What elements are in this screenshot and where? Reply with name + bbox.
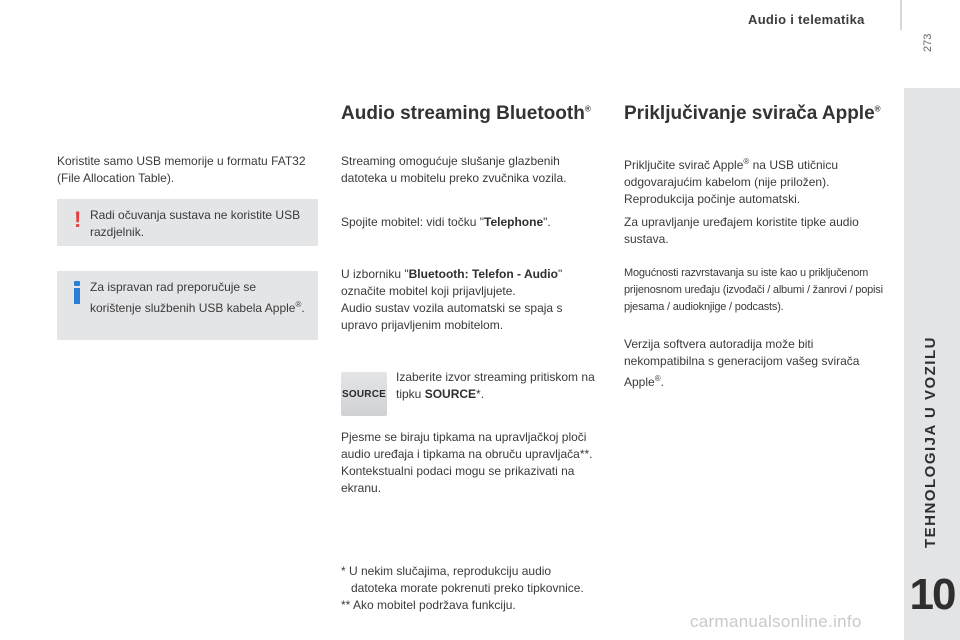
apple-connect-text: Priključite svirač Apple® na USB utičnicu odgovarajućim kabelom (nije priložen). Reprodukcija počinje automatski. [624, 157, 839, 206]
warning-icon: ! [74, 207, 82, 232]
source-button-image: SOURCE [341, 372, 387, 416]
footnotes: * U nekim slučajima, reprodukciju audio datoteka morate pokrenuti preko tipkovnice. ** Ako mobitel podržava funkciju. [341, 564, 584, 612]
warning-text: Radi očuvanja sustava ne koristite USB razdjelnik. [90, 208, 301, 239]
info-box [57, 271, 318, 340]
info-icon [73, 281, 81, 305]
connect-phone-text: Spojite mobitel: vidi točku "Telephone". [341, 215, 551, 229]
streaming-intro: Streaming omogućuje slušanje glazbenih datoteka u mobitelu preko zvučnika vozila. [341, 154, 567, 185]
watermark: carmanualsonline.info [690, 612, 862, 631]
header-divider [900, 0, 902, 30]
bluetooth-heading: Audio streaming Bluetooth® [341, 103, 591, 124]
warning-box [57, 199, 318, 246]
apple-control-text: Za upravljanje uređajem koristite tipke audio sustava. [624, 215, 859, 246]
menu-instructions: U izborniku "Bluetooth: Telefon - Audio" označite mobitel koji prijavljujete. Audio sustav vozila automatski se spaja s upravo prijavljenim mobitelom. [341, 267, 563, 332]
section-header: Audio i telematika [748, 12, 865, 27]
chapter-tab [904, 88, 960, 640]
apple-compat-text: Verzija softvera autoradija može biti nekompatibilna s generacijom vašeg svirača Apple®. [624, 337, 860, 389]
apple-heading: Priključivanje svirača Apple® [624, 103, 881, 124]
apple-sorting-text: Mogućnosti razvrstavanja su iste kao u priključenom prijenosnom uređaju (izvođači / albumi / žanrovi / popisi pjesama / audioknjige / podcasts). [624, 267, 883, 313]
chapter-number: 10 [909, 570, 955, 619]
page-number: 273 [922, 33, 934, 52]
chapter-title: TEHNOLOGIJA U VOZILU [922, 336, 939, 548]
usb-format-note: Koristite samo USB memorije u formatu FAT32 (File Allocation Table). [57, 154, 306, 185]
track-selection-text: Pjesme se biraju tipkama na upravljačkoj ploči audio uređaja i tipkama na obruču upravljača**. Kontekstualni podaci mogu se prikazivati na ekranu. [341, 430, 593, 495]
source-instruction: Izaberite izvor streaming pritiskom na tipku SOURCE*. [396, 370, 595, 401]
info-text: Za ispravan rad preporučuje se korištenje službenih USB kabela Apple®. [90, 280, 305, 315]
